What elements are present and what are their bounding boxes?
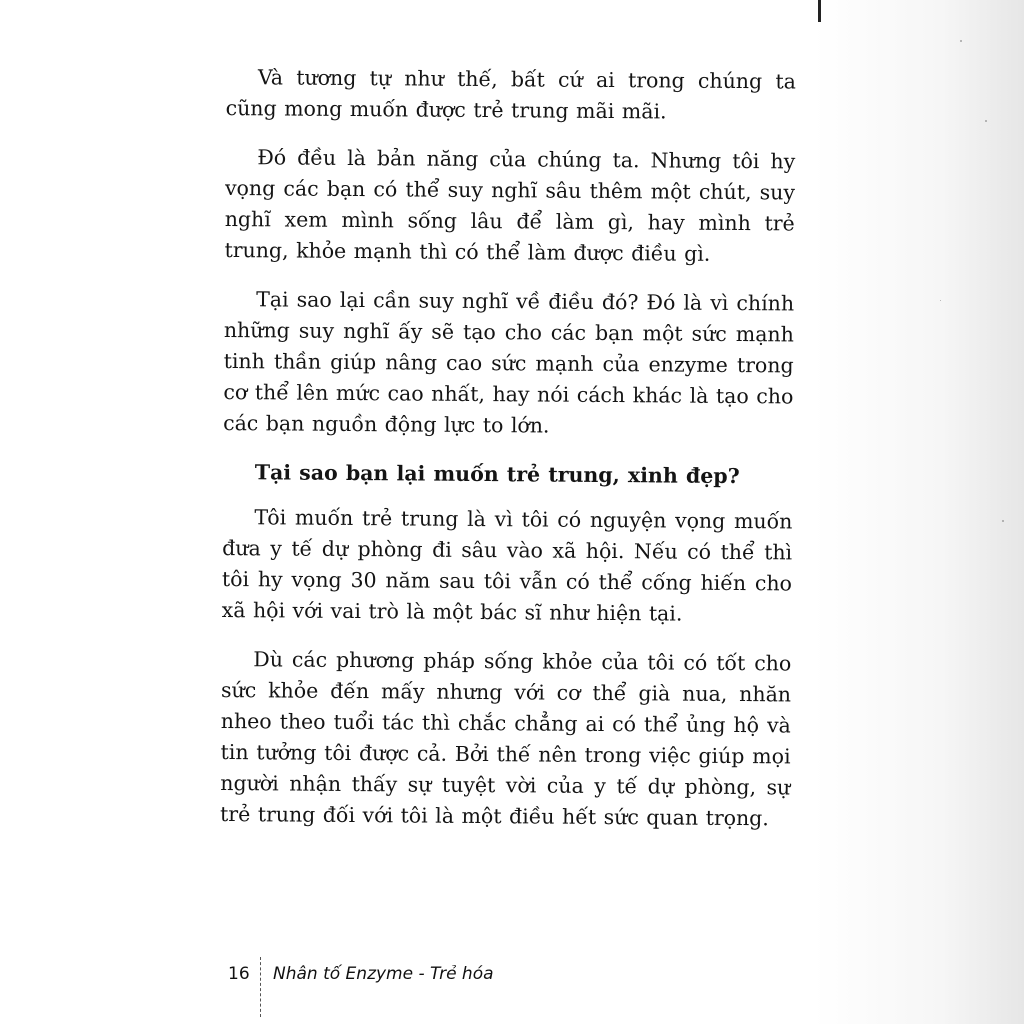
- body-text: [220, 62, 796, 852]
- paragraph: Tại sao lại cần suy nghĩ về điều đó? Đó là vì chính những suy nghĩ ấy sẽ tạo cho các bạn một sức mạnh tinh thần giúp nâng cao sức mạnh của enzyme trong cơ thể lên mức cao nhất, hay nói cách khác là tạo cho các bạn nguồn động lực to lớn.: [223, 287, 795, 438]
- paragraph: Dù các phương pháp sống khỏe của tôi có tốt cho sức khỏe đến mấy nhưng với cơ thể già nua, nhăn nheo theo tuổi tác thì chắc chẳng ai có thể ủng hộ và tin tưởng tôi được cả. Bởi thế nên trong việc giúp mọi người nhận thấy sự tuyệt vời của y tế dự phòng, sự trẻ trung đối với tôi là một điều hết sức quan trọng.: [219, 647, 792, 831]
- page-number: 16: [228, 964, 250, 984]
- page-footer: [228, 957, 494, 991]
- page-edge-shadow: [814, 0, 1024, 1024]
- running-title: Nhân tố Enzyme - Trẻ hóa: [273, 964, 494, 984]
- footer-divider: [260, 957, 261, 1017]
- paragraph: Tôi muốn trẻ trung là vì tôi có nguyện vọng muốn đưa y tế dự phòng đi sâu vào xã hội. Nếu có thể thì tôi hy vọng 30 năm sau tôi vẫn có thể cống hiến cho xã hội với vai trò là một bác sĩ như hiện tại.: [221, 505, 793, 626]
- section-heading: Tại sao bạn lại muốn trẻ trung, xinh đẹp?: [254, 460, 740, 489]
- paper-speckle: [940, 300, 941, 301]
- paragraph: Và tương tự như thế, bất cứ ai trong chúng ta cũng mong muốn được trẻ trung mãi mãi.: [225, 65, 796, 124]
- page-corner-mark: [818, 0, 821, 22]
- paper-speckle: [960, 40, 962, 42]
- paragraph: Đó đều là bản năng của chúng ta. Nhưng tôi hy vọng các bạn có thể suy nghĩ sâu thêm một chút, suy nghĩ xem mình sống lâu để làm gì, hay mình trẻ trung, khỏe mạnh thì có thể làm được điều gì.: [224, 145, 796, 266]
- paper-speckle: [985, 120, 987, 122]
- paper-speckle: [1002, 520, 1004, 522]
